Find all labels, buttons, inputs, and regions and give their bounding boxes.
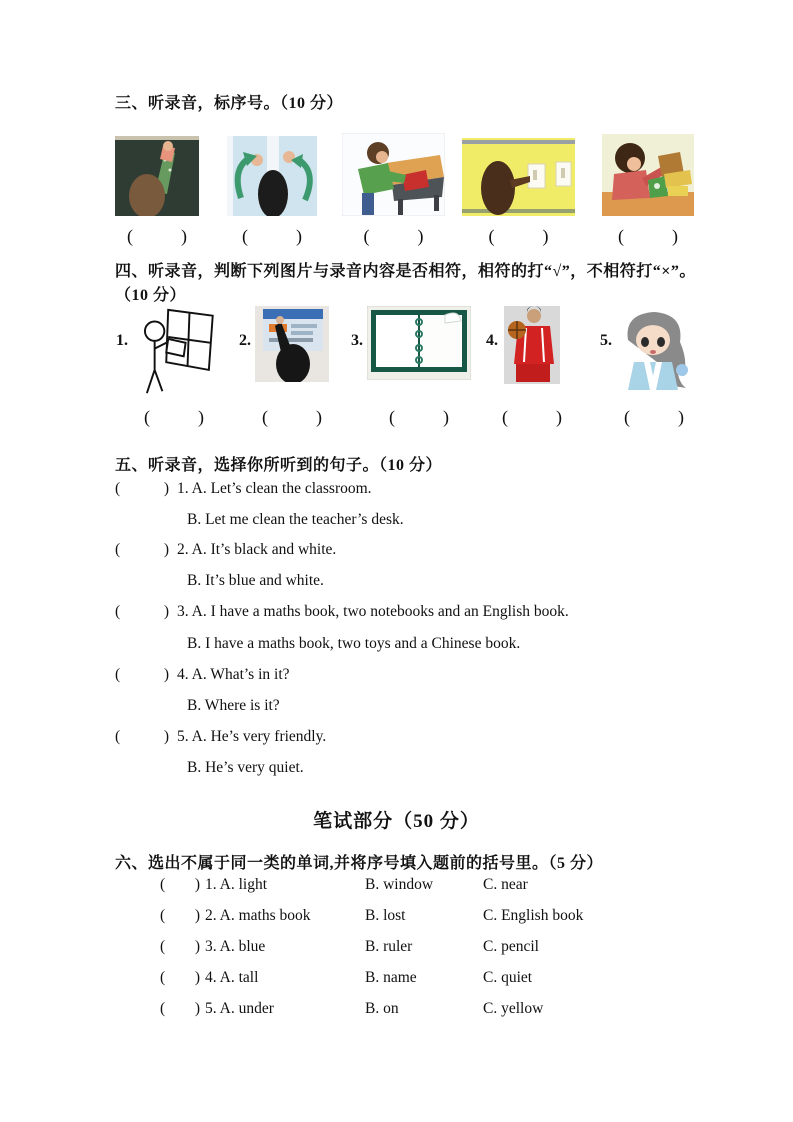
answer-blank: ( ) bbox=[127, 226, 187, 246]
answer-blank: ( ) bbox=[618, 226, 678, 246]
item-number: 2. bbox=[239, 332, 251, 349]
section5-q2-b: B. It’s blue and white. bbox=[187, 572, 324, 589]
open-notebook-image bbox=[367, 306, 471, 380]
answer-blank: ( ) bbox=[115, 666, 169, 683]
option-a: 3. A. blue bbox=[205, 938, 266, 955]
section6-title: 六、选出不属于同一类的单词,并将序号填入题前的括号里。（5 分） bbox=[115, 855, 604, 872]
section4-item-5 bbox=[600, 306, 692, 428]
option-c: C. yellow bbox=[483, 1000, 544, 1017]
boy-putting-book-in-desk-image bbox=[342, 133, 445, 216]
option-c: C. pencil bbox=[483, 938, 539, 955]
answer-blank: ( ) bbox=[262, 407, 322, 427]
girl-cleaning-blackboard-image bbox=[115, 136, 199, 216]
answer-blank: ( ) bbox=[144, 407, 204, 427]
sketch-boy-cleaning-window-image bbox=[132, 306, 216, 397]
option-c: C. near bbox=[483, 876, 528, 893]
option-c: C. English book bbox=[483, 907, 584, 924]
option-b: B. window bbox=[365, 876, 434, 893]
section5-q3-b: B. I have a maths book, two toys and a Chinese book. bbox=[187, 635, 521, 652]
section5-q5-b: B. He’s very quiet. bbox=[187, 759, 304, 776]
answer-blank: ( ) bbox=[160, 907, 200, 924]
answer-blank: ( ) bbox=[115, 480, 169, 497]
section5-q5-a: ( ) 5. A. He’s very friendly. bbox=[115, 728, 327, 745]
answer-blank: ( ) bbox=[160, 969, 200, 986]
section4-item-4 bbox=[486, 306, 562, 428]
section4-picture-row bbox=[116, 306, 692, 428]
answer-blank: ( ) bbox=[488, 226, 549, 246]
answer-blank: ( ) bbox=[363, 226, 424, 246]
section3-item-1 bbox=[115, 130, 199, 247]
section5-q4-b: B. Where is it? bbox=[187, 697, 280, 714]
item-number: 5. bbox=[600, 332, 612, 349]
child-cleaning-window-image bbox=[227, 136, 317, 216]
section5-q1-a: ( ) 1. A. Let’s clean the classroom. bbox=[115, 480, 372, 497]
section3-title: 三、听录音，标序号。（10 分） bbox=[115, 95, 344, 112]
section3-item-4 bbox=[462, 130, 575, 247]
answer-blank: ( ) bbox=[160, 1000, 200, 1017]
child-at-light-switches-image bbox=[462, 138, 575, 216]
option-b: B. ruler bbox=[365, 938, 413, 955]
item-number: 4. bbox=[486, 332, 498, 349]
answer-blank: ( ) bbox=[115, 728, 169, 745]
written-part-header: 笔试部分（50 分） bbox=[313, 811, 480, 832]
section4-item-1 bbox=[116, 306, 216, 428]
basketball-player-image bbox=[504, 306, 560, 384]
section4-title-line2: （10 分） bbox=[115, 287, 187, 304]
section3-picture-row bbox=[115, 130, 694, 247]
section3-item-5 bbox=[602, 130, 694, 247]
option-c: C. quiet bbox=[483, 969, 533, 986]
section5-title: 五、听录音，选择你所听到的句子。（10 分） bbox=[115, 457, 443, 474]
answer-blank: ( ) bbox=[160, 938, 200, 955]
option-b: B. on bbox=[365, 1000, 399, 1017]
item-number: 3. bbox=[351, 332, 363, 349]
section5-q3-a: ( ) 3. A. I have a maths book, two notebooks and an English book. bbox=[115, 603, 569, 620]
answer-blank: ( ) bbox=[115, 603, 169, 620]
option-b: B. name bbox=[365, 969, 417, 986]
section5-q4-a: ( ) 4. A. What’s in it? bbox=[115, 666, 290, 683]
option-a: 2. A. maths book bbox=[205, 907, 311, 924]
option-a: 4. A. tall bbox=[205, 969, 259, 986]
section3-item-2 bbox=[227, 130, 317, 247]
section3-item-3 bbox=[342, 130, 445, 247]
option-a: 5. A. under bbox=[205, 1000, 274, 1017]
section4-item-3 bbox=[351, 306, 471, 428]
section5-q1-b: B. Let me clean the teacher’s desk. bbox=[187, 511, 404, 528]
answer-blank: ( ) bbox=[389, 407, 449, 427]
item-number: 1. bbox=[116, 332, 128, 349]
section4-item-2 bbox=[239, 306, 329, 428]
answer-blank: ( ) bbox=[624, 407, 684, 427]
photo-person-hanging-poster-image bbox=[255, 306, 329, 382]
section4-title-line1: 四、听录音，判断下列图片与录音内容是否相符，相符的打“√”，不相符打“×”。 bbox=[115, 263, 696, 280]
answer-blank: ( ) bbox=[242, 226, 302, 246]
answer-blank: ( ) bbox=[115, 541, 169, 558]
girl-with-snacks-image bbox=[602, 134, 694, 216]
anime-girl-image bbox=[616, 306, 692, 390]
option-b: B. lost bbox=[365, 907, 406, 924]
answer-blank: ( ) bbox=[160, 876, 200, 893]
section5-q2-a: ( ) 2. A. It’s black and white. bbox=[115, 541, 337, 558]
answer-blank: ( ) bbox=[502, 407, 562, 427]
option-a: 1. A. light bbox=[205, 876, 268, 893]
